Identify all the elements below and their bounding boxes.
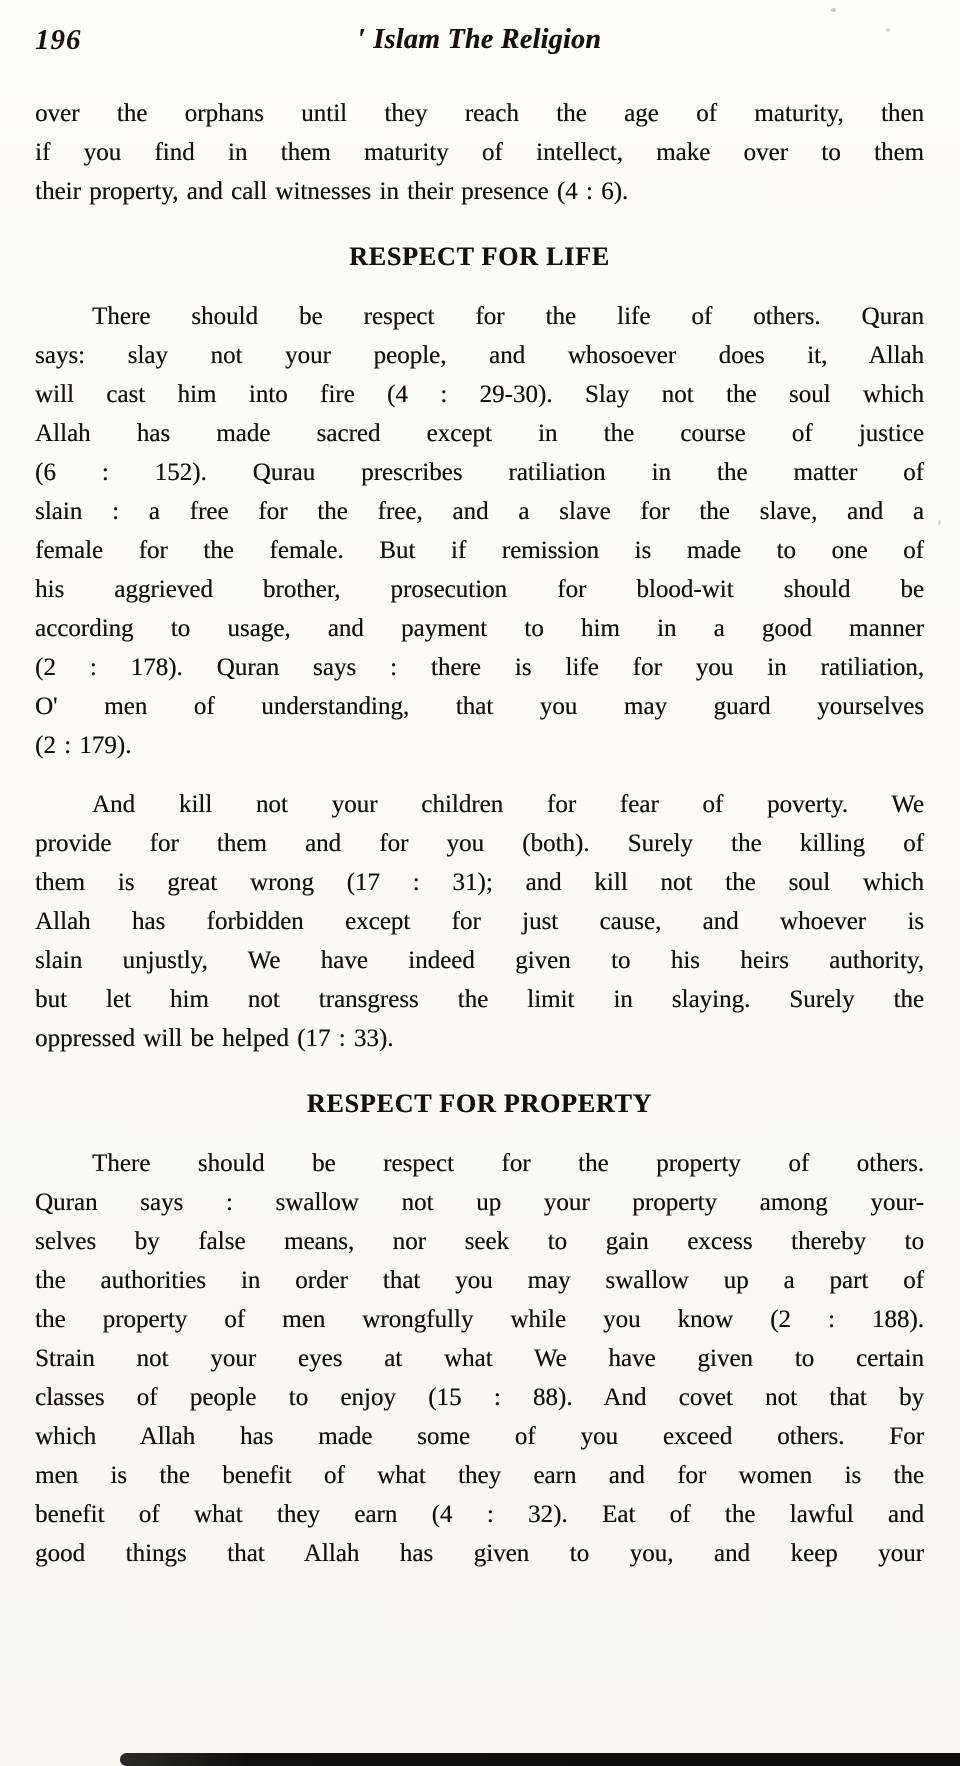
section-heading-respect-for-life: RESPECT FOR LIFE: [349, 242, 610, 271]
text-line: selves by false means, nor seek to gain excess thereby to: [35, 1228, 924, 1255]
text-line: (2 : 178). Quran says : there is life for you in ratiliation,: [35, 654, 924, 681]
text-line: says: slay not your people, and whosoever does it, Allah: [35, 342, 924, 369]
paragraph: [35, 297, 924, 765]
text-line: which Allah has made some of you exceed others. For: [35, 1423, 924, 1450]
text-line: his aggrieved brother, prosecution for blood-wit should be: [35, 576, 924, 603]
text-line: Allah has forbidden except for just cause, and whoever is: [35, 908, 924, 935]
text-line: if you find in them maturity of intellect, make over to them: [35, 139, 924, 166]
text-line: over the orphans until they reach the age of maturity, then: [35, 100, 924, 127]
text-line: classes of people to enjoy (15 : 88). And covet not that by: [35, 1384, 924, 1411]
text-line: slain : a free for the free, and a slave for the slave, and a: [35, 498, 924, 525]
text-line: Allah has made sacred except in the course of justice: [35, 420, 924, 447]
text-line: There should be respect for the property of others.: [92, 1150, 924, 1177]
text-line: (6 : 152). Qurau prescribes ratiliation in the matter of: [35, 459, 924, 486]
text-line: the property of men wrongfully while you know (2 : 188).: [35, 1306, 924, 1333]
scan-edge-artifact: [120, 1753, 960, 1766]
scan-speck: [831, 8, 836, 12]
section-heading-respect-for-property: RESPECT FOR PROPERTY: [306, 1089, 653, 1118]
text-line: benefit of what they earn (4 : 32). Eat of the lawful and: [35, 1501, 924, 1528]
text-line: Strain not your eyes at what We have given to certain: [35, 1345, 924, 1372]
text-line: will cast him into fire (4 : 29-30). Slay not the soul which: [35, 381, 924, 408]
scan-speck: [938, 520, 941, 525]
page-number: 196: [35, 24, 82, 56]
text-line: good things that Allah has given to you, and keep your: [35, 1540, 924, 1567]
text-line: the authorities in order that you may swallow up a part of: [35, 1267, 924, 1294]
text-line: female for the female. But if remission is made to one of: [35, 537, 924, 564]
paragraph: [35, 94, 924, 211]
text-line: but let him not transgress the limit in slaying. Surely the: [35, 986, 924, 1013]
text-line: O' men of understanding, that you may guard yourselves: [35, 693, 924, 720]
scan-speck: [886, 28, 890, 32]
paragraph: [35, 785, 924, 1058]
page-content: [35, 94, 924, 1573]
text-line: oppressed will be helped (17 : 33).: [35, 1025, 394, 1052]
text-line: their property, and call witnesses in their presence (4 : 6).: [35, 178, 629, 205]
text-line: according to usage, and payment to him in a good manner: [35, 615, 924, 642]
text-line: provide for them and for you (both). Surely the killing of: [35, 830, 924, 857]
running-title: ′ Islam The Religion: [357, 24, 602, 55]
text-line: There should be respect for the life of others. Quran: [92, 303, 924, 330]
text-line: them is great wrong (17 : 31); and kill not the soul which: [35, 869, 924, 896]
text-line: slain unjustly, We have indeed given to his heirs authority,: [35, 947, 924, 974]
text-line: men is the benefit of what they earn and for women is the: [35, 1462, 924, 1489]
paragraph: [35, 1144, 924, 1573]
text-line: Quran says : swallow not up your property among your-: [35, 1189, 924, 1216]
text-line: (2 : 179).: [35, 732, 132, 759]
page-header: [35, 24, 924, 66]
text-line: And kill not your children for fear of poverty. We: [92, 791, 924, 818]
